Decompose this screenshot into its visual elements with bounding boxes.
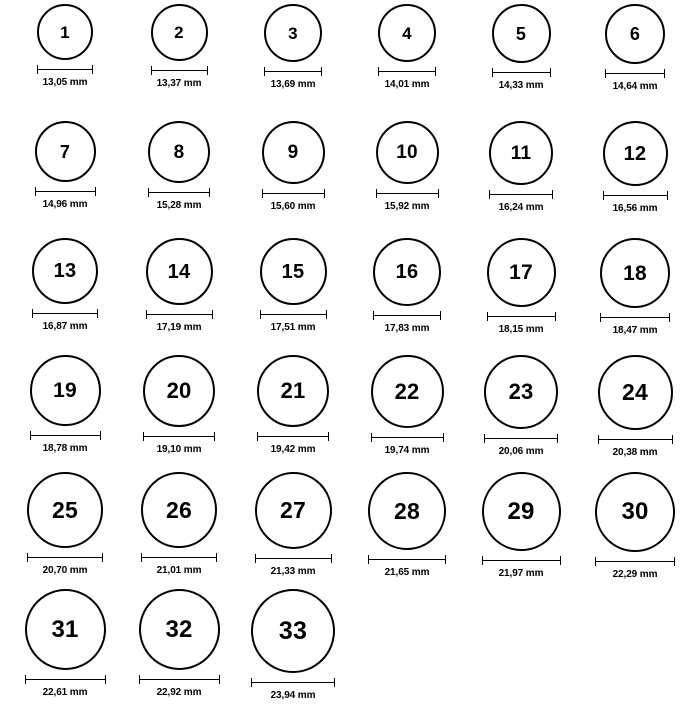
ring-size-number: 29 — [507, 497, 535, 525]
measure-tick-left — [30, 431, 31, 440]
measure-line — [146, 314, 213, 315]
ring-size-number: 12 — [623, 142, 647, 165]
measure-tick-left — [32, 309, 33, 318]
diameter-label: 14,01 mm — [384, 79, 430, 90]
measure-tick-left — [600, 313, 601, 322]
ring-size-cell — [122, 355, 236, 472]
measure-tick-right — [97, 309, 98, 318]
diameter-measure-bar — [146, 310, 213, 319]
diameter-label: 19,42 mm — [270, 444, 316, 455]
ring-size-number: 21 — [280, 378, 306, 403]
ring-size-number: 27 — [280, 497, 306, 523]
ring-circle — [378, 4, 436, 62]
measure-tick-right — [209, 188, 210, 197]
diameter-measure-bar — [371, 433, 444, 442]
measure-tick-right — [328, 432, 329, 441]
ring-size-number: 19 — [53, 379, 77, 402]
ring-size-number: 9 — [287, 142, 299, 163]
ring-size-cell — [578, 4, 692, 121]
diameter-label: 21,33 mm — [270, 566, 316, 577]
diameter-measure-bar — [35, 187, 96, 196]
measure-tick-right — [324, 189, 325, 198]
measure-line — [260, 314, 327, 315]
ring-size-number: 13 — [53, 260, 77, 282]
measure-tick-right — [214, 432, 215, 441]
diameter-label: 16,87 mm — [42, 321, 88, 332]
measure-tick-right — [664, 69, 665, 78]
ring-size-number: 2 — [174, 23, 184, 42]
ring-size-cell — [464, 4, 578, 121]
diameter-label: 14,64 mm — [612, 81, 658, 92]
diameter-label: 18,15 mm — [498, 324, 544, 335]
ring-circle — [148, 121, 210, 183]
measure-tick-left — [35, 187, 36, 196]
ring-size-number: 15 — [281, 260, 305, 283]
measure-tick-right — [334, 678, 335, 687]
ring-size-number: 33 — [278, 616, 308, 645]
ring-size-cell — [8, 121, 122, 238]
measure-line — [482, 560, 561, 561]
ring-size-cell — [236, 238, 350, 355]
measure-tick-left — [139, 675, 140, 684]
ring-size-cell — [8, 589, 122, 706]
measure-line — [598, 439, 673, 440]
diameter-label: 14,96 mm — [42, 199, 88, 210]
measure-line — [489, 194, 553, 195]
measure-tick-right — [105, 675, 106, 684]
diameter-measure-bar — [373, 311, 441, 320]
ring-size-number: 4 — [402, 23, 412, 43]
ring-circle — [605, 4, 665, 64]
ring-size-cell — [578, 472, 692, 589]
diameter-measure-bar — [37, 65, 93, 74]
diameter-label: 21,01 mm — [156, 565, 202, 576]
ring-size-cell — [122, 238, 236, 355]
measure-tick-right — [435, 67, 436, 76]
measure-line — [30, 435, 101, 436]
measure-line — [141, 557, 217, 558]
measure-tick-right — [445, 555, 446, 564]
ring-size-cell — [464, 472, 578, 589]
diameter-label: 18,78 mm — [42, 443, 88, 454]
ring-size-number: 22 — [394, 378, 420, 404]
diameter-measure-bar — [257, 432, 329, 441]
diameter-measure-bar — [148, 188, 210, 197]
ring-size-cell — [464, 121, 578, 238]
measure-tick-left — [141, 553, 142, 562]
measure-tick-left — [146, 310, 147, 319]
measure-tick-left — [251, 678, 252, 687]
diameter-label: 22,29 mm — [612, 569, 658, 580]
measure-tick-left — [25, 675, 26, 684]
ring-circle — [595, 472, 675, 552]
measure-tick-right — [552, 190, 553, 199]
ring-size-cell — [578, 121, 692, 238]
diameter-measure-bar — [605, 69, 665, 78]
ring-size-number: 23 — [508, 379, 534, 404]
ring-circle — [27, 472, 103, 548]
diameter-label: 13,05 mm — [42, 77, 88, 88]
measure-line — [251, 682, 335, 683]
diameter-measure-bar — [260, 310, 327, 319]
ring-circle — [376, 121, 439, 184]
diameter-measure-bar — [27, 553, 103, 562]
ring-size-cell — [236, 355, 350, 472]
diameter-measure-bar — [262, 189, 325, 198]
diameter-label: 20,70 mm — [42, 565, 88, 576]
measure-tick-right — [95, 187, 96, 196]
diameter-measure-bar — [139, 675, 220, 684]
measure-tick-left — [143, 432, 144, 441]
measure-tick-left — [264, 67, 265, 76]
ring-size-number: 18 — [623, 261, 647, 285]
measure-tick-left — [482, 556, 483, 565]
measure-tick-right — [560, 556, 561, 565]
ring-size-cell — [122, 589, 236, 706]
ring-size-cell — [350, 355, 464, 472]
measure-tick-right — [331, 554, 332, 563]
ring-size-number: 6 — [629, 24, 641, 44]
ring-size-cell — [236, 4, 350, 121]
measure-line — [25, 679, 106, 680]
ring-size-cell — [8, 238, 122, 355]
diameter-label: 15,28 mm — [156, 200, 202, 211]
measure-tick-left — [262, 189, 263, 198]
ring-size-cell — [350, 472, 464, 589]
measure-line — [368, 559, 446, 560]
measure-line — [492, 72, 551, 73]
diameter-label: 16,24 mm — [498, 202, 544, 213]
measure-tick-right — [440, 311, 441, 320]
ring-size-cell — [464, 355, 578, 472]
ring-size-cell — [122, 121, 236, 238]
ring-circle — [255, 472, 332, 549]
ring-circle — [600, 238, 670, 308]
measure-line — [371, 437, 444, 438]
ring-size-cell — [8, 4, 122, 121]
ring-size-cell — [236, 472, 350, 589]
measure-tick-left — [260, 310, 261, 319]
measure-tick-left — [378, 67, 379, 76]
diameter-measure-bar — [376, 189, 439, 198]
diameter-measure-bar — [492, 68, 551, 77]
measure-tick-right — [674, 557, 675, 566]
measure-tick-left — [151, 66, 152, 75]
ring-size-cell — [236, 121, 350, 238]
diameter-measure-bar — [368, 555, 446, 564]
measure-line — [262, 193, 325, 194]
diameter-measure-bar — [595, 557, 675, 566]
diameter-measure-bar — [378, 67, 436, 76]
ring-circle — [487, 238, 556, 307]
measure-tick-right — [102, 553, 103, 562]
measure-tick-right — [321, 67, 322, 76]
measure-tick-left — [603, 191, 604, 200]
measure-tick-right — [216, 553, 217, 562]
measure-tick-right — [100, 431, 101, 440]
measure-tick-left — [489, 190, 490, 199]
measure-tick-left — [373, 311, 374, 320]
ring-size-number: 32 — [165, 615, 193, 643]
ring-circle — [143, 355, 215, 427]
ring-size-cell — [350, 4, 464, 121]
diameter-measure-bar — [25, 675, 106, 684]
measure-tick-left — [27, 553, 28, 562]
diameter-label: 23,94 mm — [270, 690, 316, 701]
ring-circle — [603, 121, 668, 186]
measure-tick-right — [667, 191, 668, 200]
measure-line — [257, 436, 329, 437]
diameter-measure-bar — [600, 313, 670, 322]
ring-size-number: 3 — [288, 23, 298, 43]
ring-size-number: 1 — [60, 22, 70, 42]
ring-circle — [482, 472, 561, 551]
diameter-label: 22,61 mm — [42, 687, 88, 698]
measure-line — [139, 679, 220, 680]
ring-circle — [37, 4, 93, 60]
measure-line — [32, 313, 98, 314]
ring-size-cell — [578, 355, 692, 472]
ring-circle — [257, 355, 329, 427]
diameter-label: 16,56 mm — [612, 203, 658, 214]
diameter-measure-bar — [484, 434, 558, 443]
diameter-label: 20,38 mm — [612, 447, 658, 458]
measure-line — [487, 316, 556, 317]
measure-line — [378, 71, 436, 72]
ring-size-cell — [236, 589, 350, 706]
measure-tick-left — [376, 189, 377, 198]
ring-size-cell — [350, 238, 464, 355]
measure-tick-left — [598, 435, 599, 444]
measure-tick-right — [669, 313, 670, 322]
measure-line — [605, 73, 665, 74]
diameter-label: 20,06 mm — [498, 446, 544, 457]
measure-line — [595, 561, 675, 562]
measure-tick-left — [595, 557, 596, 566]
ring-size-number: 8 — [173, 141, 185, 163]
diameter-label: 19,74 mm — [384, 445, 430, 456]
ring-size-number: 25 — [52, 496, 78, 523]
diameter-label: 22,92 mm — [156, 687, 202, 698]
ring-circle — [264, 4, 322, 62]
measure-tick-left — [37, 65, 38, 74]
ring-size-cell — [122, 472, 236, 589]
ring-size-cell — [8, 355, 122, 472]
diameter-measure-bar — [598, 435, 673, 444]
ring-size-cell — [350, 121, 464, 238]
diameter-measure-bar — [143, 432, 215, 441]
ring-size-number: 28 — [394, 497, 420, 524]
diameter-measure-bar — [141, 553, 217, 562]
diameter-measure-bar — [251, 678, 335, 687]
ring-size-number: 11 — [510, 142, 532, 164]
diameter-label: 15,60 mm — [270, 201, 316, 212]
ring-circle — [598, 355, 673, 430]
measure-tick-left — [484, 434, 485, 443]
ring-size-number: 30 — [621, 498, 649, 525]
diameter-label: 15,92 mm — [384, 201, 430, 212]
measure-tick-left — [148, 188, 149, 197]
measure-tick-right — [557, 434, 558, 443]
diameter-measure-bar — [32, 309, 98, 318]
measure-line — [148, 192, 210, 193]
measure-tick-right — [550, 68, 551, 77]
ring-size-number: 14 — [167, 260, 191, 283]
diameter-label: 14,33 mm — [498, 80, 544, 91]
diameter-measure-bar — [603, 191, 668, 200]
ring-circle — [35, 121, 96, 182]
measure-line — [35, 191, 96, 192]
ring-size-cell — [122, 4, 236, 121]
ring-circle — [489, 121, 553, 185]
ring-size-number: 5 — [515, 23, 527, 44]
ring-circle — [260, 238, 327, 305]
measure-tick-right — [219, 675, 220, 684]
diameter-measure-bar — [264, 67, 322, 76]
diameter-label: 13,69 mm — [270, 79, 316, 90]
ring-size-number: 7 — [59, 141, 71, 162]
ring-size-number: 31 — [51, 615, 79, 643]
diameter-label: 17,19 mm — [156, 322, 202, 333]
ring-size-number: 10 — [396, 142, 418, 163]
ring-circle — [371, 355, 444, 428]
diameter-label: 21,97 mm — [498, 568, 544, 579]
ring-circle — [251, 589, 335, 673]
ring-size-cell — [8, 472, 122, 589]
ring-circle — [141, 472, 217, 548]
measure-tick-right — [672, 435, 673, 444]
diameter-label: 21,65 mm — [384, 567, 430, 578]
measure-tick-left — [257, 432, 258, 441]
diameter-label: 17,51 mm — [270, 322, 316, 333]
measure-line — [484, 438, 558, 439]
measure-line — [37, 69, 93, 70]
diameter-measure-bar — [255, 554, 332, 563]
ring-circle — [492, 4, 551, 63]
ring-circle — [262, 121, 325, 184]
ring-circle — [368, 472, 446, 550]
ring-size-number: 20 — [166, 378, 192, 403]
ring-size-number: 24 — [622, 379, 648, 405]
measure-line — [600, 317, 670, 318]
measure-tick-left — [371, 433, 372, 442]
ring-size-number: 26 — [166, 496, 192, 523]
measure-tick-right — [555, 312, 556, 321]
measure-tick-right — [212, 310, 213, 319]
ring-circle — [373, 238, 441, 306]
ring-circle — [30, 355, 101, 426]
ring-circle — [32, 238, 98, 304]
measure-tick-left — [255, 554, 256, 563]
measure-line — [143, 436, 215, 437]
measure-line — [264, 71, 322, 72]
measure-line — [373, 315, 441, 316]
diameter-measure-bar — [151, 66, 208, 75]
measure-tick-left — [487, 312, 488, 321]
measure-tick-right — [207, 66, 208, 75]
diameter-measure-bar — [487, 312, 556, 321]
diameter-label: 19,10 mm — [156, 444, 202, 455]
ring-size-cell — [464, 238, 578, 355]
ring-size-cell — [578, 238, 692, 355]
measure-line — [603, 195, 668, 196]
diameter-measure-bar — [30, 431, 101, 440]
measure-tick-left — [492, 68, 493, 77]
ring-size-number: 17 — [509, 261, 533, 284]
diameter-label: 17,83 mm — [384, 323, 430, 334]
ring-circle — [151, 4, 208, 61]
ring-circle — [25, 589, 106, 670]
diameter-label: 18,47 mm — [612, 325, 658, 336]
diameter-measure-bar — [489, 190, 553, 199]
measure-tick-right — [438, 189, 439, 198]
measure-line — [151, 70, 208, 71]
measure-line — [376, 193, 439, 194]
ring-circle — [146, 238, 213, 305]
measure-tick-left — [605, 69, 606, 78]
measure-line — [27, 557, 103, 558]
measure-tick-left — [368, 555, 369, 564]
diameter-label: 13,37 mm — [156, 78, 202, 89]
ring-circle — [484, 355, 558, 429]
ring-size-number: 16 — [395, 261, 419, 283]
measure-tick-right — [443, 433, 444, 442]
ring-circle — [139, 589, 220, 670]
diameter-measure-bar — [482, 556, 561, 565]
measure-tick-right — [92, 65, 93, 74]
measure-tick-right — [326, 310, 327, 319]
measure-line — [255, 558, 332, 559]
